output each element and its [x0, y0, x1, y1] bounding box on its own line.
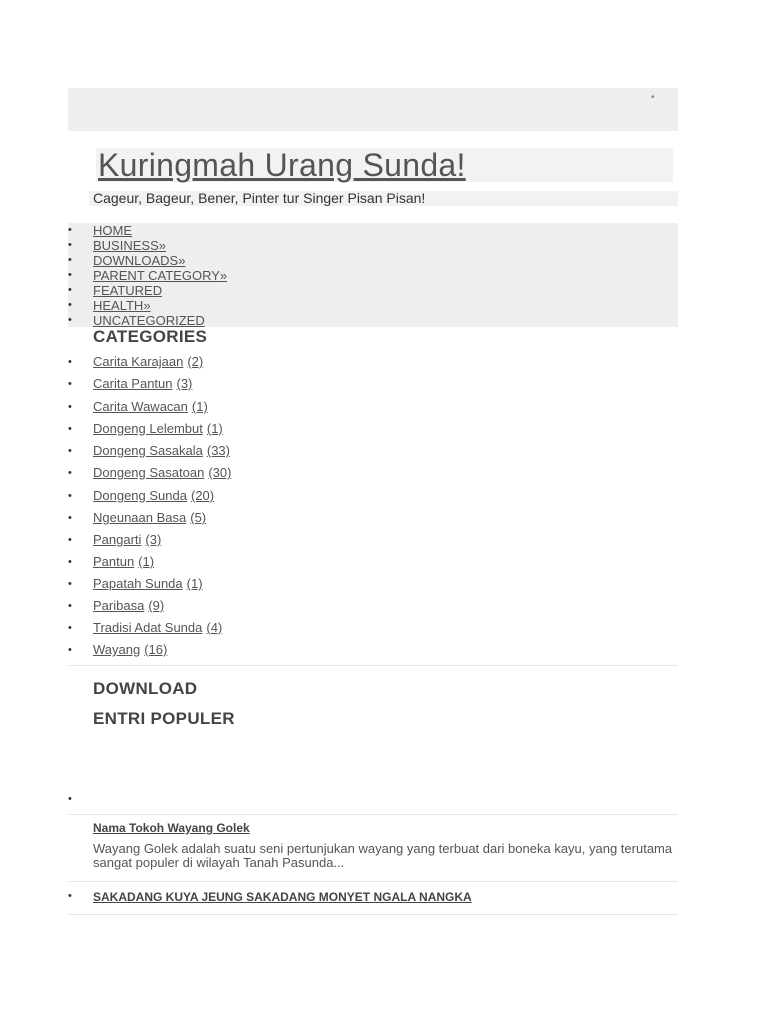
nav-bullet: • — [68, 254, 72, 266]
nav-bullet: • — [68, 269, 72, 281]
category-count: (4) — [206, 620, 223, 635]
category-link[interactable]: Papatah Sunda — [93, 576, 183, 591]
divider — [68, 814, 678, 815]
nav-item-label[interactable]: DOWNLOADS — [93, 253, 179, 268]
list-bullet: • — [68, 512, 72, 524]
category-count: (20) — [190, 488, 215, 503]
popular-post-title-link[interactable]: SAKADANG KUYA JEUNG SAKADANG MONYET NGALA NANGKA — [93, 890, 472, 904]
category-link[interactable]: Pangarti — [93, 532, 142, 547]
main-nav — [68, 223, 678, 327]
list-bullet: • — [68, 644, 72, 656]
list-bullet: • — [68, 401, 72, 413]
category-count: (33) — [206, 443, 230, 458]
category-link[interactable]: Dongeng Sasakala — [93, 443, 203, 458]
nav-arrow: » — [219, 268, 228, 283]
list-bullet: • — [68, 356, 72, 368]
popular-post-title-link[interactable]: Nama Tokoh Wayang Golek — [93, 821, 250, 835]
site-title-box — [96, 148, 673, 182]
top-bar-dot: • — [651, 92, 655, 103]
category-count: (1) — [206, 421, 223, 436]
nav-item-label[interactable]: BUSINESS — [93, 238, 159, 253]
nav-bullet: • — [68, 239, 72, 251]
divider — [68, 881, 678, 882]
site-tagline: Cageur, Bageur, Bener, Pinter tur Singer Pisan Pisan! — [93, 190, 426, 206]
category-count: (5) — [190, 510, 207, 525]
category-count: (3) — [176, 376, 193, 391]
category-count: (1) — [186, 576, 203, 591]
list-bullet: • — [68, 378, 72, 390]
list-bullet: • — [68, 622, 72, 634]
category-count: (16) — [144, 642, 168, 657]
list-bullet: • — [68, 578, 72, 590]
category-link[interactable]: Carita Wawacan — [93, 399, 188, 414]
category-link[interactable]: Wayang — [93, 642, 141, 657]
nav-item-label[interactable]: UNCATEGORIZED — [93, 313, 205, 328]
list-bullet: • — [68, 467, 72, 479]
nav-bullet: • — [68, 299, 72, 311]
nav-arrow: » — [178, 253, 186, 268]
list-bullet: • — [68, 793, 72, 805]
nav-item-label[interactable]: PARENT CATEGORY — [93, 268, 220, 283]
popular-post-snippet: Wayang Golek adalah suatu seni pertunjukan wayang yang terbuat dari boneka kayu, yang terutama sangat populer di wilayah Tanah Pasunda... — [93, 841, 673, 870]
category-link[interactable]: Paribasa — [93, 598, 145, 613]
list-bullet: • — [68, 600, 72, 612]
category-link[interactable]: Dongeng Lelembut — [93, 421, 203, 436]
category-count: (2) — [187, 354, 204, 369]
category-count: (3) — [145, 532, 162, 547]
list-bullet: • — [68, 556, 72, 568]
nav-bullet: • — [68, 314, 72, 326]
categories-heading: CATEGORIES — [93, 327, 208, 346]
category-link[interactable]: Carita Pantun — [93, 376, 173, 391]
nav-item-label[interactable]: HEALTH — [93, 298, 144, 313]
nav-bullet: • — [68, 284, 72, 296]
divider — [68, 914, 678, 915]
list-bullet: • — [68, 490, 72, 502]
category-count: (9) — [148, 598, 165, 613]
nav-bullet: • — [68, 224, 72, 236]
category-count: (1) — [191, 399, 208, 414]
list-bullet: • — [68, 445, 72, 457]
category-link[interactable]: Carita Karajaan — [93, 354, 184, 369]
site-title-link[interactable]: Kuringmah Urang Sunda! — [98, 147, 466, 183]
nav-item-label[interactable]: HOME — [93, 223, 132, 238]
category-link[interactable]: Dongeng Sunda — [93, 488, 187, 503]
nav-arrow: » — [158, 238, 166, 253]
category-link[interactable]: Pantun — [93, 554, 135, 569]
category-link[interactable]: Ngeunaan Basa — [93, 510, 187, 525]
download-heading: DOWNLOAD — [93, 679, 198, 698]
top-bar — [68, 88, 678, 131]
tagline-box — [89, 191, 678, 206]
list-bullet: • — [68, 534, 72, 546]
category-count: (30) — [208, 465, 232, 480]
list-bullet: • — [68, 890, 72, 902]
category-link[interactable]: Dongeng Sasatoan — [93, 465, 205, 480]
category-count: (1) — [138, 554, 155, 569]
popular-posts-heading: ENTRI POPULER — [93, 709, 235, 728]
list-bullet: • — [68, 423, 72, 435]
nav-arrow: » — [143, 298, 151, 313]
category-link[interactable]: Tradisi Adat Sunda — [93, 620, 203, 635]
divider — [68, 665, 678, 666]
nav-item-label[interactable]: FEATURED — [93, 283, 163, 298]
